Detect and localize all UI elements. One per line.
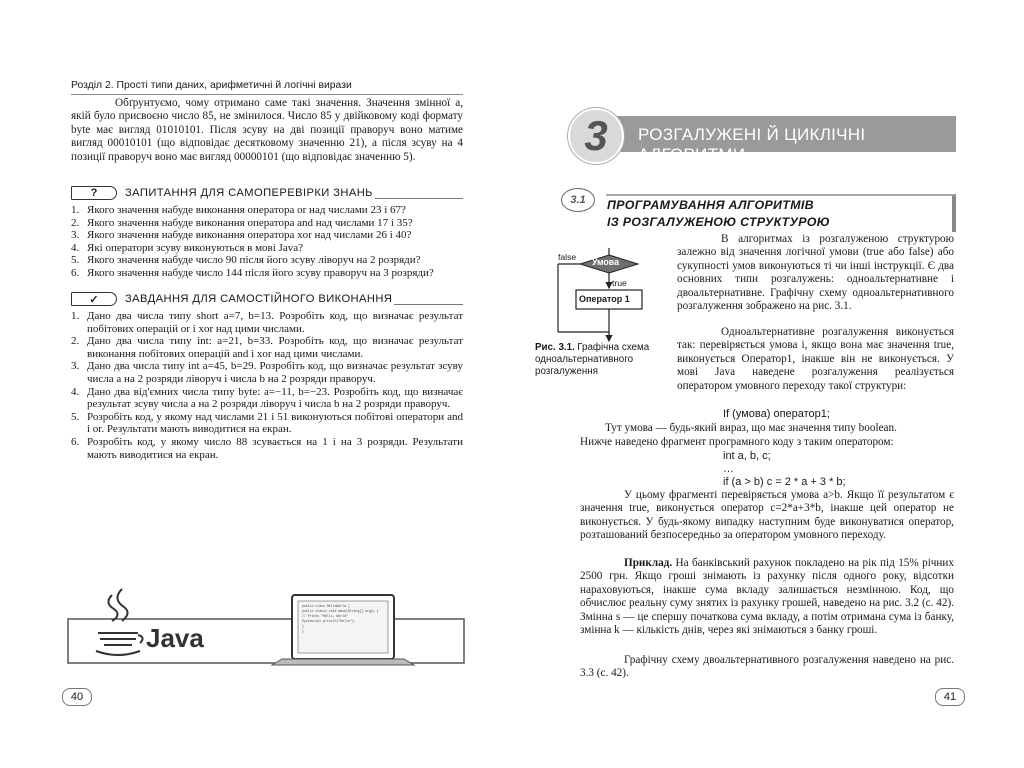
list-item-number: 6. <box>71 435 80 448</box>
page-number-left: 40 <box>62 688 92 706</box>
list-item-number: 4. <box>71 241 80 254</box>
task-item <box>71 335 463 360</box>
screen-code-line: public static void main(String[] args) { <box>302 609 379 613</box>
tasks-heading <box>71 291 463 307</box>
paragraph-5: У цьому фрагменті перевіряється умова a>b. Якщо її результатом є значення true, виконується оператор c=2*a+3*b, інакше цей оператор не виконується. У будь-якому випадку наступним буде виконуватися оператор, розташований безпосередньо за оператором умовного переходу. <box>580 489 954 542</box>
java-banner <box>66 575 466 675</box>
list-item-text: Дано два числа типу short a=7, b=13. Розробіть код, що визначає результат побітових операцій or і xor над цими числами. <box>87 310 463 335</box>
section-title-line1: ПРОГРАМУВАННЯ АЛГОРИТМІВ <box>607 198 814 212</box>
chapter-number: 3 <box>584 112 608 159</box>
flowchart <box>556 246 656 342</box>
page-number-right: 41 <box>935 688 965 706</box>
list-item-number: 2. <box>71 216 80 229</box>
task-item <box>71 436 463 461</box>
java-cup-icon <box>96 589 143 655</box>
code-line: … <box>723 463 734 475</box>
question-mark-icon: ? <box>71 186 117 200</box>
list-item-number: 1. <box>71 204 80 216</box>
screen-code-line: // Prints "Hello, World" <box>302 614 348 618</box>
list-item-text: Дано два числа типу int a=45, b=29. Розробіть код, що визначає результат зсуву числа a на 2 розряди ліворуч і числа b на 2 розряди праворуч. <box>87 360 463 385</box>
list-item-number: 4. <box>71 385 80 398</box>
screen-code-line: } <box>302 624 304 628</box>
screen-code-line: System.out.println("Hello"); <box>302 619 356 623</box>
questions-title: ЗАПИТАННЯ ДЛЯ САМОПЕРЕВІРКИ ЗНАНЬ <box>125 187 373 199</box>
task-item <box>71 310 463 335</box>
paragraph-3: Тут умова — будь-який вираз, що має значення типу boolean. <box>605 422 897 434</box>
screen-code-line: public class HelloWorld { <box>302 604 350 608</box>
running-header: Розділ 2. Прості типи даних, арифметичні й логічні вирази <box>71 80 463 95</box>
list-item-number: 3. <box>71 229 80 242</box>
paragraph-2: Одноальтернативне розгалуження виконується так: перевіряється умова і, якщо вона має значення true, виконується Оператор1, інакше він не виконується. У мові Java наведене розгалуження реалізується оператором умовного переходу такої структури: <box>677 326 954 392</box>
chapter-number-circle <box>568 108 624 164</box>
code-if-structure: If (умова) оператор1; <box>723 408 830 420</box>
java-label: Java <box>146 623 204 653</box>
question-item <box>71 217 463 230</box>
list-item-text: Якого значення набуде число 90 після його зсуву ліворуч на 2 розряди? <box>87 254 421 267</box>
questions-list <box>71 204 463 280</box>
figure-caption-text: Графічна схема одноальтернативного розгалуження <box>535 342 650 377</box>
divider <box>375 198 463 199</box>
chapter-header <box>560 108 956 164</box>
list-item-text: Якого значення набуде виконання оператора xor над числами 26 і 40? <box>87 229 412 242</box>
code-line: int a, b, c; <box>723 450 771 462</box>
list-item-text: Які оператори зсуву виконуються в мові Java? <box>87 241 303 254</box>
task-item <box>71 386 463 411</box>
section-number-badge <box>561 188 595 212</box>
list-item-number: 5. <box>71 410 80 423</box>
code-line: if (a > b) c = 2 * a + 3 * b; <box>723 476 846 488</box>
list-item-text: Розробіть код, у якому над числами 21 і 51 виконуються побітові оператори and і or. Результати мають виводитися на екран. <box>87 410 463 436</box>
question-item <box>71 242 463 255</box>
list-item-number: 3. <box>71 360 80 373</box>
paragraph-4: Нижче наведено фрагмент програмного коду з таким оператором: <box>580 436 894 448</box>
list-item-number: 5. <box>71 254 80 267</box>
laptop-code-lines <box>302 604 386 634</box>
list-item-number: 1. <box>71 310 80 322</box>
section-title-line2: ІЗ РОЗГАЛУЖЕНОЮ СТРУКТУРОЮ <box>607 215 830 229</box>
question-item <box>71 254 463 267</box>
checkmark-icon: ✓ <box>71 292 117 306</box>
list-item-text: Дано два від'ємних числа типу byte: a=−11, b=−23. Розробіть код, що визначає результат зсуву числа a на 2 розряди ліворуч і числа b на 2 розряди праворуч. <box>87 385 463 411</box>
code-fragment <box>723 450 846 489</box>
divider <box>394 304 463 305</box>
example-text: На банківський рахунок покладено на рік під 15% річних 2500 грн. Якщо гроші знімають із рахунку після одного року, відсотки нараховуються, інакше сума вкладу залишається незмінною. Код, що обчислює реальну суму знятих із рахунку грошей, наведено на рис. 3.2 (с. 42). Змінна s — це спершу початкова сума вкладу, а потім отримана сума із банку, змінна k — кількість днів, через які знімаються з банку гроші. <box>580 557 954 637</box>
tasks-list <box>71 310 463 461</box>
figure-caption <box>535 342 665 378</box>
flowchart-false-label: false <box>558 252 577 262</box>
paragraph-7: Графічну схему двоальтернативного розгалуження наведено на рис. 3.3 (с. 42). <box>580 654 954 680</box>
java-banner-graphic <box>66 575 466 675</box>
question-item <box>71 204 463 217</box>
paragraph-1: В алгоритмах із розгалуженою структурою залежно від значення логічної умови (true або false) або сукупності умов виконуються ті чи інші інструкції. Є два основних типи розгалужень: одноальтернативне і двоальтернативне. Графічну схему одноальтернативного розгалуження зображено на рис. 3.1. <box>677 233 954 313</box>
example-label: Приклад. <box>624 557 673 569</box>
figure-caption-label: Рис. 3.1. <box>535 342 575 353</box>
list-item-text: Якого значення набуде число 144 після його зсуву праворуч на 3 розряди? <box>87 266 434 279</box>
list-item-text: Якого значення набуде виконання оператора and над числами 17 і 35? <box>87 216 413 229</box>
list-item-text: Розробіть код, у якому число 88 зсувається на 1 і на 3 розряди. Результати мають виводитися на екран. <box>87 435 463 461</box>
paragraph-6 <box>580 557 954 637</box>
flowchart-condition-label: Умова <box>592 257 619 267</box>
flowchart-true-label: true <box>612 278 627 288</box>
question-item <box>71 267 463 280</box>
list-item-number: 6. <box>71 266 80 279</box>
list-item-text: Якого значення набуде виконання оператора or над числами 23 і 67? <box>87 204 406 216</box>
tasks-title: ЗАВДАННЯ ДЛЯ САМОСТІЙНОГО ВИКОНАННЯ <box>125 293 393 305</box>
chapter-title: РОЗГАЛУЖЕНІ Й ЦИКЛІЧНІ АЛГОРИТМИ <box>638 125 866 164</box>
task-item <box>71 360 463 385</box>
flowchart-operator-label: Оператор 1 <box>579 294 630 304</box>
list-item-number: 2. <box>71 335 80 348</box>
intro-paragraph: Обґрунтуємо, чому отримано саме такі значення. Значення змінної a, якій було присвоєно число 85, не змінилося. Число 85 у двійковому коді формату byte має вигляд 01010101. Після зсуву на дві позиції праворуч воно матиме вигляд 00010101 (що відповідає десятковому значенню 21), а після зсуву на 4 позиції праворуч воно має вигляд 00000101 (що відповідає значенню 5). <box>71 97 463 163</box>
question-item <box>71 229 463 242</box>
screen-code-line: } <box>302 629 304 633</box>
questions-heading <box>71 185 463 201</box>
section-number: 3.1 <box>570 194 586 206</box>
list-item-text: Дано два числа типу int: a=21, b=33. Розробіть код, що визначає результат виконання побітових операцій and і xor над цими числами. <box>87 335 463 360</box>
task-item <box>71 411 463 436</box>
